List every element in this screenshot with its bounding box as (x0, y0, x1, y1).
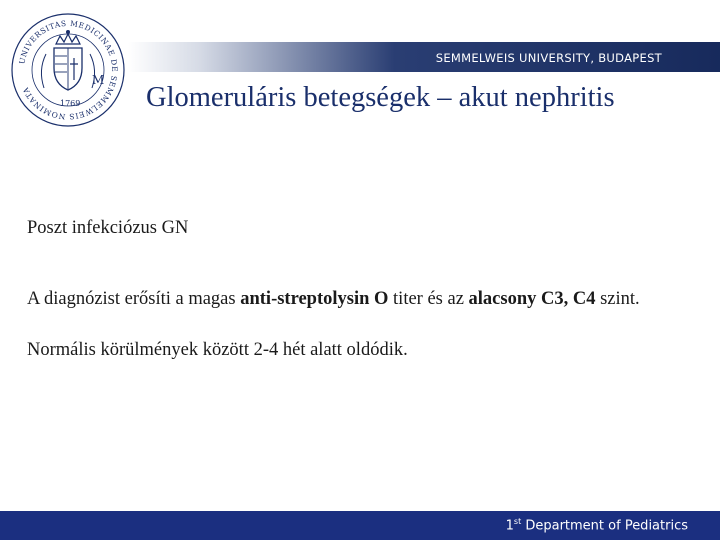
university-name: SEMMELWEIS UNIVERSITY, BUDAPEST (435, 51, 662, 65)
section-heading: Poszt infekciózus GN (27, 218, 189, 238)
svg-text:M: M (92, 73, 105, 87)
diagnosis-text-3: szint. (595, 289, 640, 309)
department-ordinal-suffix: st (513, 517, 522, 526)
resolution-sentence: Normális körülmények között 2-4 hét alatt oldódik. (27, 340, 408, 360)
university-seal-logo (8, 10, 128, 130)
diagnosis-text-2: titer és az (388, 289, 469, 309)
diagnosis-text-1: A diagnózist erősíti a magas (27, 289, 241, 309)
header-bar (128, 42, 720, 72)
diagnosis-bold-complement: alacsony C3, C4 (468, 289, 596, 309)
diagnosis-sentence (27, 289, 640, 310)
department-label (506, 517, 688, 533)
diagnosis-bold-aso: anti-streptolysin O (240, 289, 389, 309)
department-name: Department of Pediatrics (521, 518, 688, 534)
seal-year: 1769 (60, 99, 81, 108)
seal-ring-text: UNIVERSITAS MEDICINAE DE SEMMELWEIS NOMINATA (17, 18, 120, 122)
slide-title: Glomeruláris betegségek – akut nephritis (146, 82, 615, 113)
footer-bar (0, 511, 720, 540)
department-ordinal: 1 (505, 518, 514, 534)
